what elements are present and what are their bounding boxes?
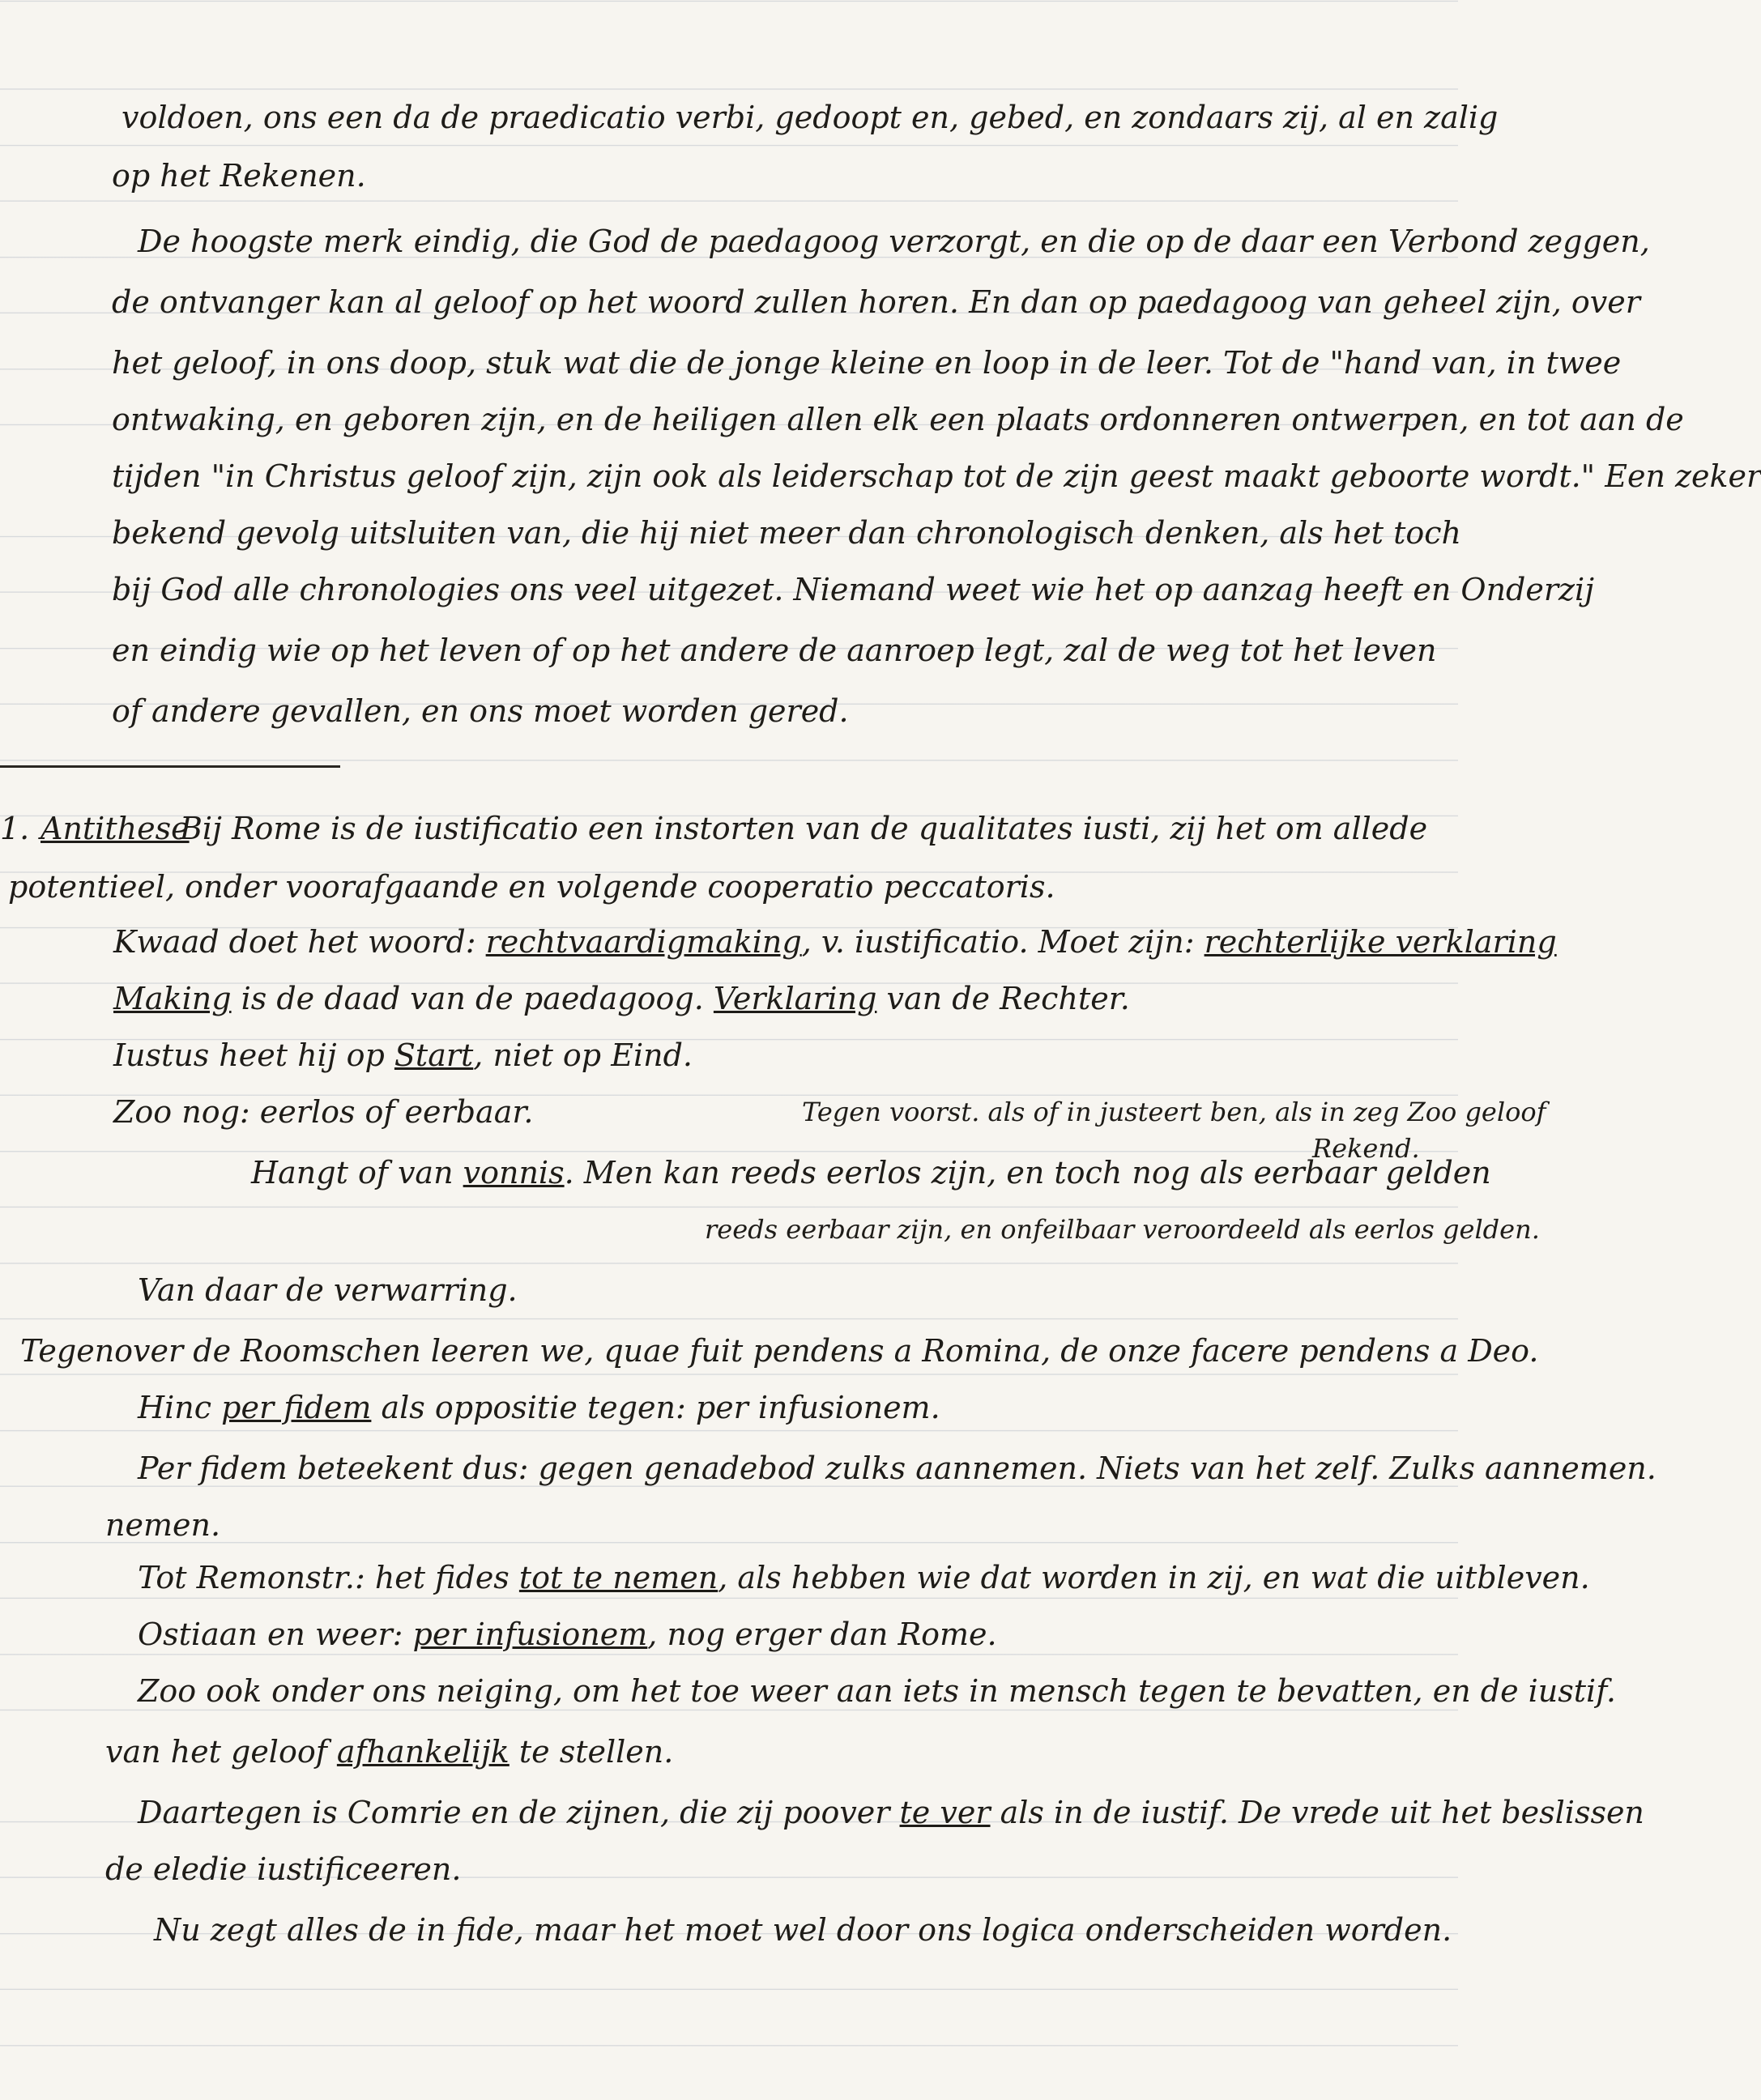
text-line: Making is de daad van de paedagoog. Verklaring van de Rechter. bbox=[113, 981, 1130, 1016]
text-line: Nu zegt alles de in fide, maar het moet wel door ons logica onderscheiden worden. bbox=[154, 1912, 1452, 1948]
text-line: De hoogste merk eindig, die God de paedagoog verzorgt, en die op de daar een Verbond zeggen, bbox=[138, 224, 1650, 259]
text-line: Hinc per fidem als oppositie tegen: per infusionem. bbox=[138, 1390, 940, 1425]
text-line: bekend gevolg uitsluiten van, die hij niet meer dan chronologisch denken, als het toch bbox=[112, 515, 1461, 551]
text-line: potentieel, onder voorafgaande en volgende cooperatio peccatoris. bbox=[8, 869, 1055, 905]
text-line: Tot Remonstr.: het fides tot te nemen, als hebben wie dat worden in zij, en wat die uitbleven. bbox=[138, 1560, 1590, 1595]
text-line: bij God alle chronologies ons veel uitgezet. Niemand weet wie het op aanzag heeft en Onderzij bbox=[112, 572, 1594, 607]
section-divider bbox=[0, 765, 340, 768]
text-line: Van daar de verwarring. bbox=[138, 1272, 518, 1308]
text-line: de eledie iustificeeren. bbox=[105, 1851, 462, 1887]
section-number: 1. bbox=[0, 811, 30, 846]
text-line: Kwaad doet het woord: rechtvaardigmaking, v. iustificatio. Moet zijn: rechterlijke verklaring bbox=[113, 924, 1557, 960]
text-line: Per fidem beteekent dus: gegen genadebod zulks aannemen. Niets van het zelf. Zulks aannemen. bbox=[138, 1450, 1657, 1486]
text-line: Tegenover de Roomschen leeren we, quae fuit pendens a Romina, de onze facere pendens a Deo. bbox=[20, 1333, 1539, 1369]
text-line: Ostiaan en weer: per infusionem, nog erger dan Rome. bbox=[138, 1617, 997, 1652]
text-line: Zoo nog: eerlos of eerbaar. bbox=[113, 1094, 534, 1130]
text-line: Iustus heet hij op Start, niet op Eind. bbox=[113, 1037, 693, 1073]
text-line: Daartegen is Comrie en de zijnen, die zij poover te ver als in de iustif. De vrede uit het beslissen bbox=[138, 1795, 1644, 1830]
text-line: of andere gevallen, en ons moet worden gered. bbox=[112, 693, 849, 729]
text-line: van het geloof afhankelijk te stellen. bbox=[105, 1734, 674, 1770]
text-line: voldoen, ons een da de praedicatio verbi, gedoopt en, gebed, en zondaars zij, al en zalig bbox=[122, 100, 1499, 135]
text-line: de ontvanger kan al geloof op het woord zullen horen. En dan op paedagoog van geheel zijn, over bbox=[112, 284, 1640, 320]
section-title: Antithese bbox=[41, 811, 190, 846]
margin-note: reeds eerbaar zijn, en onfeilbaar veroordeeld als eerlos gelden. bbox=[705, 1214, 1540, 1245]
text-line: tijden "in Christus geloof zijn, zijn ook als leiderschap tot de zijn geest maakt geboorte wordt." Een zeker bbox=[112, 458, 1761, 494]
text-line: en eindig wie op het leven of op het andere de aanroep legt, zal de weg tot het leven bbox=[112, 633, 1437, 668]
text-line: op het Rekenen. bbox=[112, 158, 366, 194]
margin-note: Rekend. bbox=[1312, 1133, 1420, 1164]
text-line: nemen. bbox=[105, 1507, 221, 1543]
text-line: Hangt of van vonnis. Men kan reeds eerlos zijn, en toch nog als eerbaar gelden bbox=[251, 1155, 1491, 1191]
margin-note: Tegen voorst. als of in justeert ben, als in zeg Zoo geloof bbox=[802, 1097, 1546, 1127]
text-line: Zoo ook onder ons neiging, om het toe weer aan iets in mensch tegen te bevatten, en de iustif. bbox=[138, 1673, 1616, 1709]
text-line: ontwaking, en geboren zijn, en de heiligen allen elk een plaats ordonneren ontwerpen, en tot aan de bbox=[112, 402, 1684, 437]
text-line: Bij Rome is de iustificatio een instorten van de qualitates iusti, zij het om allede bbox=[180, 811, 1428, 846]
text-line: het geloof, in ons doop, stuk wat die de jonge kleine en loop in de leer. Tot de "hand van, in twee bbox=[112, 345, 1622, 381]
